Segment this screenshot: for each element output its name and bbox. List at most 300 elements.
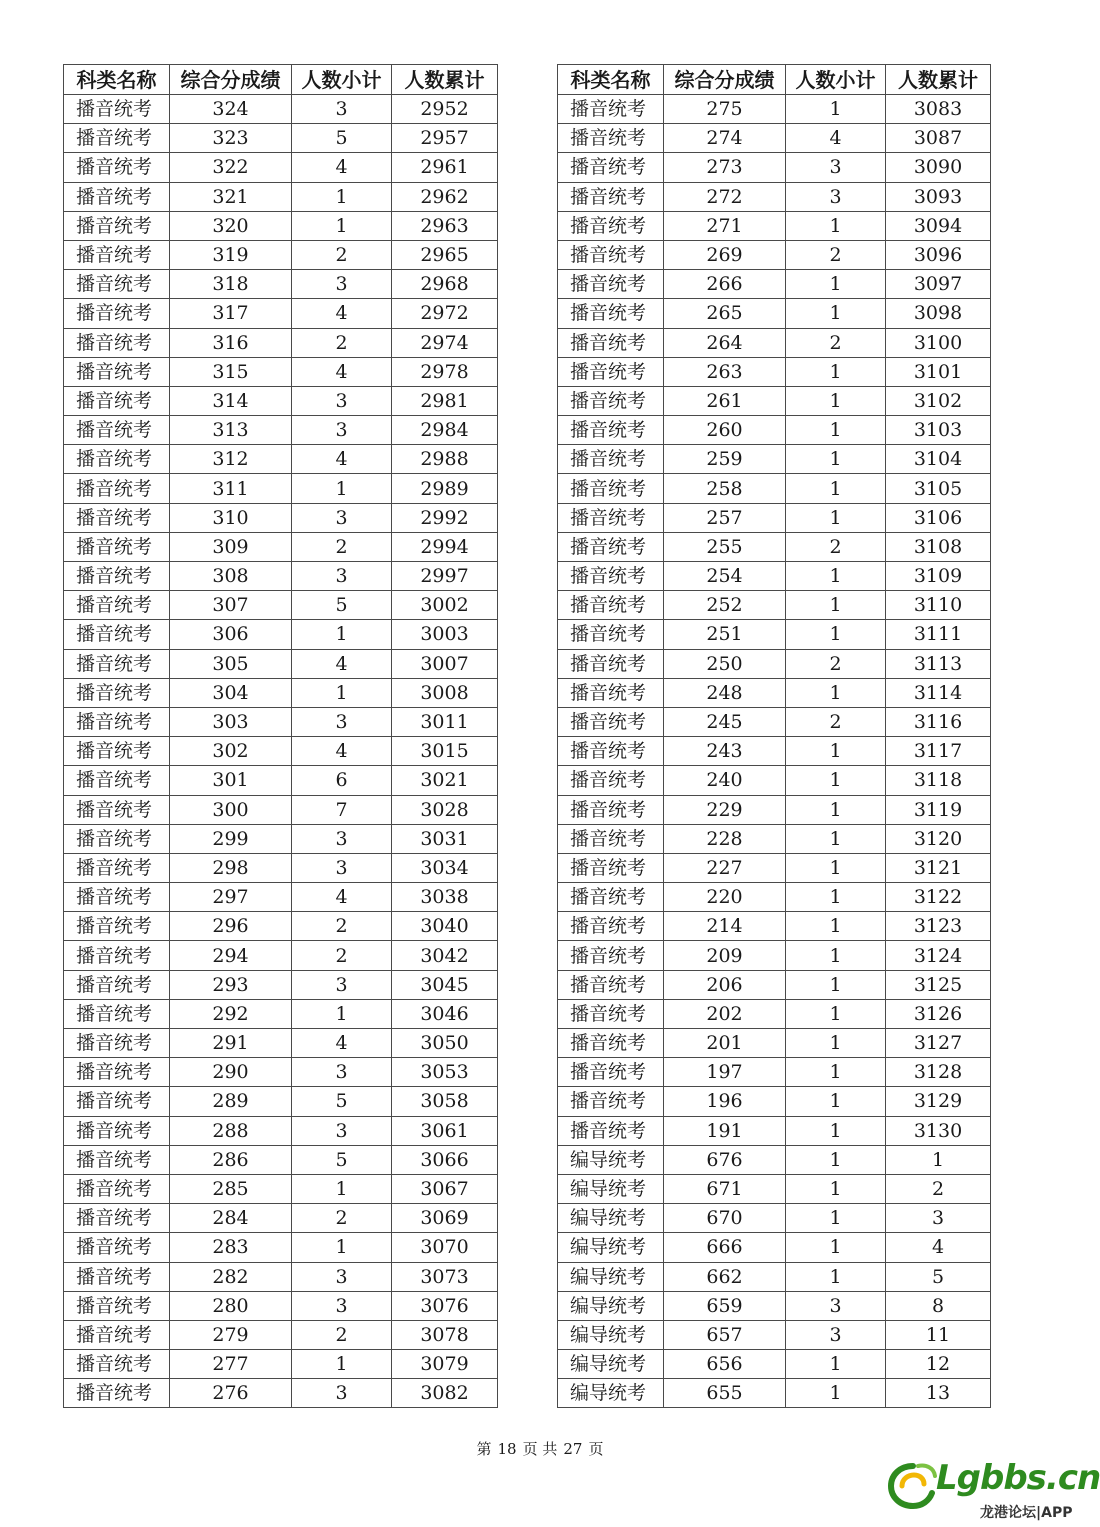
cell-score: 285 xyxy=(170,1174,292,1203)
cell-count: 1 xyxy=(786,1145,886,1174)
cell-cumulative: 3066 xyxy=(392,1145,498,1174)
cell-cumulative: 3129 xyxy=(886,1087,991,1116)
cell-score: 286 xyxy=(170,1145,292,1174)
lgbbs-logo xyxy=(888,1458,1100,1524)
table-row xyxy=(64,620,498,649)
table-row xyxy=(64,562,498,591)
cell-category: 播音统考 xyxy=(558,883,664,912)
table-row xyxy=(64,766,498,795)
table-row xyxy=(558,95,991,124)
header-count: 人数小计 xyxy=(292,65,392,95)
cell-category: 播音统考 xyxy=(558,912,664,941)
cell-category: 编导统考 xyxy=(558,1320,664,1349)
cell-score: 310 xyxy=(170,503,292,532)
cell-cumulative: 3042 xyxy=(392,941,498,970)
cell-category: 播音统考 xyxy=(64,328,170,357)
cell-category: 播音统考 xyxy=(64,357,170,386)
cell-score: 307 xyxy=(170,591,292,620)
cell-score: 319 xyxy=(170,240,292,269)
table-row xyxy=(64,1116,498,1145)
cell-count: 7 xyxy=(292,795,392,824)
table-row xyxy=(64,386,498,415)
cell-cumulative: 3021 xyxy=(392,766,498,795)
table-row xyxy=(558,328,991,357)
table-row xyxy=(64,1291,498,1320)
cell-score: 251 xyxy=(664,620,786,649)
cell-cumulative: 3124 xyxy=(886,941,991,970)
cell-score: 209 xyxy=(664,941,786,970)
cell-score: 261 xyxy=(664,386,786,415)
cell-cumulative: 2972 xyxy=(392,299,498,328)
cell-category: 播音统考 xyxy=(64,1029,170,1058)
cell-score: 274 xyxy=(664,124,786,153)
cell-score: 670 xyxy=(664,1204,786,1233)
cell-category: 播音统考 xyxy=(558,211,664,240)
cell-score: 313 xyxy=(170,416,292,445)
cell-count: 1 xyxy=(786,883,886,912)
cell-cumulative: 3121 xyxy=(886,853,991,882)
cell-score: 314 xyxy=(170,386,292,415)
cell-score: 250 xyxy=(664,649,786,678)
cell-category: 播音统考 xyxy=(558,853,664,882)
table-row xyxy=(558,1233,991,1262)
cell-cumulative: 3002 xyxy=(392,591,498,620)
table-row xyxy=(558,503,991,532)
table-row xyxy=(558,970,991,999)
cell-count: 3 xyxy=(292,1262,392,1291)
cell-count: 1 xyxy=(292,474,392,503)
cell-cumulative: 3125 xyxy=(886,970,991,999)
table-row xyxy=(64,1145,498,1174)
cell-count: 3 xyxy=(292,1116,392,1145)
cell-count: 3 xyxy=(292,853,392,882)
cell-category: 播音统考 xyxy=(64,1320,170,1349)
cell-count: 3 xyxy=(292,707,392,736)
cell-count: 4 xyxy=(292,153,392,182)
cell-category: 播音统考 xyxy=(558,591,664,620)
cell-score: 259 xyxy=(664,445,786,474)
table-row xyxy=(64,532,498,561)
cell-score: 666 xyxy=(664,1233,786,1262)
cell-cumulative: 3053 xyxy=(392,1058,498,1087)
table-row xyxy=(64,299,498,328)
cell-count: 1 xyxy=(292,678,392,707)
cell-score: 282 xyxy=(170,1262,292,1291)
cell-score: 292 xyxy=(170,999,292,1028)
table-row xyxy=(64,503,498,532)
cell-cumulative: 3104 xyxy=(886,445,991,474)
header-cumulative: 人数累计 xyxy=(392,65,498,95)
cell-cumulative: 2957 xyxy=(392,124,498,153)
cell-cumulative: 3011 xyxy=(392,707,498,736)
cell-cumulative: 2963 xyxy=(392,211,498,240)
table-row xyxy=(558,678,991,707)
table-row xyxy=(558,1320,991,1349)
cell-category: 编导统考 xyxy=(558,1262,664,1291)
cell-category: 播音统考 xyxy=(558,620,664,649)
cell-count: 1 xyxy=(786,1029,886,1058)
cell-count: 2 xyxy=(786,240,886,269)
cell-category: 播音统考 xyxy=(64,1145,170,1174)
cell-score: 258 xyxy=(664,474,786,503)
table-row xyxy=(558,270,991,299)
cell-count: 2 xyxy=(292,328,392,357)
cell-score: 271 xyxy=(664,211,786,240)
cell-count: 1 xyxy=(786,1174,886,1203)
cell-category: 播音统考 xyxy=(64,124,170,153)
cell-category: 播音统考 xyxy=(558,95,664,124)
cell-cumulative: 3079 xyxy=(392,1350,498,1379)
cell-count: 3 xyxy=(786,182,886,211)
cell-cumulative: 3128 xyxy=(886,1058,991,1087)
cell-category: 播音统考 xyxy=(64,416,170,445)
cell-category: 播音统考 xyxy=(64,270,170,299)
cell-score: 255 xyxy=(664,532,786,561)
cell-category: 播音统考 xyxy=(558,503,664,532)
cell-count: 3 xyxy=(292,824,392,853)
table-row xyxy=(558,1379,991,1408)
table-row xyxy=(558,649,991,678)
cell-category: 编导统考 xyxy=(558,1291,664,1320)
cell-score: 299 xyxy=(170,824,292,853)
cell-score: 206 xyxy=(664,970,786,999)
cell-cumulative: 12 xyxy=(886,1350,991,1379)
cell-cumulative: 3094 xyxy=(886,211,991,240)
cell-category: 播音统考 xyxy=(64,678,170,707)
table-row xyxy=(64,912,498,941)
cell-category: 编导统考 xyxy=(558,1204,664,1233)
cell-score: 283 xyxy=(170,1233,292,1262)
cell-count: 3 xyxy=(292,503,392,532)
cell-cumulative: 2965 xyxy=(392,240,498,269)
cell-cumulative: 3102 xyxy=(886,386,991,415)
table-row xyxy=(64,707,498,736)
cell-score: 229 xyxy=(664,795,786,824)
cell-cumulative: 3119 xyxy=(886,795,991,824)
table-body-right xyxy=(558,95,991,1408)
cell-category: 播音统考 xyxy=(64,795,170,824)
cell-score: 197 xyxy=(664,1058,786,1087)
table-row xyxy=(558,532,991,561)
cell-score: 202 xyxy=(664,999,786,1028)
cell-count: 2 xyxy=(292,240,392,269)
cell-cumulative: 4 xyxy=(886,1233,991,1262)
cell-cumulative: 13 xyxy=(886,1379,991,1408)
logo-wordmark: Lgbbs.cn xyxy=(936,1458,1100,1498)
cell-count: 5 xyxy=(292,591,392,620)
cell-category: 播音统考 xyxy=(64,240,170,269)
cell-score: 318 xyxy=(170,270,292,299)
cell-cumulative: 3100 xyxy=(886,328,991,357)
cell-score: 671 xyxy=(664,1174,786,1203)
cell-cumulative: 3111 xyxy=(886,620,991,649)
cell-count: 1 xyxy=(786,737,886,766)
cell-category: 播音统考 xyxy=(64,1116,170,1145)
table-row xyxy=(64,124,498,153)
footer-prefix: 第 xyxy=(476,1440,492,1458)
cell-score: 284 xyxy=(170,1204,292,1233)
cell-cumulative: 3105 xyxy=(886,474,991,503)
cell-cumulative: 3087 xyxy=(886,124,991,153)
cell-cumulative: 3061 xyxy=(392,1116,498,1145)
cell-count: 1 xyxy=(786,912,886,941)
cell-score: 300 xyxy=(170,795,292,824)
score-table-right xyxy=(557,64,991,1408)
cell-cumulative: 3028 xyxy=(392,795,498,824)
logo-swirl-icon xyxy=(888,1462,938,1510)
footer-page-number: 18 xyxy=(497,1440,517,1458)
cell-count: 2 xyxy=(292,941,392,970)
cell-cumulative: 3090 xyxy=(886,153,991,182)
cell-category: 播音统考 xyxy=(558,562,664,591)
cell-score: 252 xyxy=(664,591,786,620)
table-row xyxy=(64,445,498,474)
cell-count: 1 xyxy=(786,416,886,445)
cell-count: 4 xyxy=(786,124,886,153)
header-count: 人数小计 xyxy=(786,65,886,95)
header-category: 科类名称 xyxy=(558,65,664,95)
cell-category: 播音统考 xyxy=(558,999,664,1028)
cell-category: 编导统考 xyxy=(558,1379,664,1408)
cell-count: 5 xyxy=(292,1087,392,1116)
table-row xyxy=(558,357,991,386)
cell-cumulative: 3110 xyxy=(886,591,991,620)
cell-category: 播音统考 xyxy=(64,766,170,795)
cell-count: 3 xyxy=(292,1291,392,1320)
cell-category: 播音统考 xyxy=(558,270,664,299)
cell-cumulative: 3120 xyxy=(886,824,991,853)
cell-cumulative: 3109 xyxy=(886,562,991,591)
cell-count: 1 xyxy=(786,591,886,620)
cell-score: 228 xyxy=(664,824,786,853)
table-row xyxy=(558,1174,991,1203)
cell-count: 1 xyxy=(786,853,886,882)
cell-cumulative: 3126 xyxy=(886,999,991,1028)
header-cumulative: 人数累计 xyxy=(886,65,991,95)
cell-cumulative: 3067 xyxy=(392,1174,498,1203)
footer-suffix: 页 xyxy=(588,1440,604,1458)
cell-score: 659 xyxy=(664,1291,786,1320)
cell-category: 播音统考 xyxy=(64,445,170,474)
cell-count: 4 xyxy=(292,299,392,328)
cell-count: 2 xyxy=(292,532,392,561)
cell-count: 1 xyxy=(786,1058,886,1087)
table-row xyxy=(558,853,991,882)
cell-category: 播音统考 xyxy=(64,562,170,591)
cell-category: 播音统考 xyxy=(558,1029,664,1058)
table-row xyxy=(558,1262,991,1291)
cell-score: 323 xyxy=(170,124,292,153)
cell-cumulative: 2978 xyxy=(392,357,498,386)
table-row xyxy=(64,1350,498,1379)
cell-score: 191 xyxy=(664,1116,786,1145)
cell-cumulative: 3130 xyxy=(886,1116,991,1145)
cell-category: 播音统考 xyxy=(558,357,664,386)
cell-category: 播音统考 xyxy=(558,795,664,824)
cell-cumulative: 3093 xyxy=(886,182,991,211)
cell-score: 288 xyxy=(170,1116,292,1145)
cell-score: 662 xyxy=(664,1262,786,1291)
cell-category: 播音统考 xyxy=(64,591,170,620)
cell-score: 320 xyxy=(170,211,292,240)
cell-cumulative: 3103 xyxy=(886,416,991,445)
cell-cumulative: 3045 xyxy=(392,970,498,999)
cell-count: 1 xyxy=(786,824,886,853)
table-row xyxy=(64,1262,498,1291)
cell-cumulative: 3078 xyxy=(392,1320,498,1349)
cell-score: 265 xyxy=(664,299,786,328)
cell-category: 播音统考 xyxy=(64,386,170,415)
cell-score: 254 xyxy=(664,562,786,591)
footer-middle: 页 共 xyxy=(522,1440,558,1458)
cell-cumulative: 3118 xyxy=(886,766,991,795)
table-header-row xyxy=(64,65,498,95)
cell-cumulative: 2952 xyxy=(392,95,498,124)
cell-score: 220 xyxy=(664,883,786,912)
cell-cumulative: 3040 xyxy=(392,912,498,941)
header-score: 综合分成绩 xyxy=(170,65,292,95)
cell-category: 编导统考 xyxy=(558,1233,664,1262)
cell-count: 3 xyxy=(292,970,392,999)
cell-count: 4 xyxy=(292,649,392,678)
cell-count: 4 xyxy=(292,1029,392,1058)
cell-cumulative: 11 xyxy=(886,1320,991,1349)
cell-count: 2 xyxy=(786,707,886,736)
cell-cumulative: 3123 xyxy=(886,912,991,941)
cell-category: 播音统考 xyxy=(558,182,664,211)
table-row xyxy=(558,824,991,853)
table-row xyxy=(558,737,991,766)
table-row xyxy=(558,1145,991,1174)
table-row xyxy=(558,795,991,824)
cell-category: 播音统考 xyxy=(64,912,170,941)
cell-cumulative: 2989 xyxy=(392,474,498,503)
header-category: 科类名称 xyxy=(64,65,170,95)
cell-count: 3 xyxy=(292,562,392,591)
cell-category: 播音统考 xyxy=(558,445,664,474)
cell-cumulative: 3083 xyxy=(886,95,991,124)
cell-category: 播音统考 xyxy=(558,941,664,970)
cell-score: 303 xyxy=(170,707,292,736)
table-row xyxy=(64,270,498,299)
table-row xyxy=(64,737,498,766)
cell-score: 306 xyxy=(170,620,292,649)
cell-count: 3 xyxy=(292,1379,392,1408)
cell-category: 播音统考 xyxy=(64,883,170,912)
cell-count: 1 xyxy=(292,1233,392,1262)
cell-count: 1 xyxy=(292,620,392,649)
table-row xyxy=(64,153,498,182)
table-row xyxy=(558,1204,991,1233)
cell-cumulative: 2961 xyxy=(392,153,498,182)
cell-category: 播音统考 xyxy=(558,1087,664,1116)
cell-category: 播音统考 xyxy=(64,211,170,240)
cell-score: 227 xyxy=(664,853,786,882)
cell-category: 播音统考 xyxy=(558,678,664,707)
cell-category: 播音统考 xyxy=(558,707,664,736)
table-row xyxy=(64,1379,498,1408)
cell-count: 1 xyxy=(292,211,392,240)
cell-cumulative: 3127 xyxy=(886,1029,991,1058)
cell-category: 播音统考 xyxy=(64,1058,170,1087)
cell-cumulative: 3070 xyxy=(392,1233,498,1262)
table-row xyxy=(558,766,991,795)
cell-count: 1 xyxy=(786,270,886,299)
cell-count: 2 xyxy=(786,649,886,678)
table-row xyxy=(64,1233,498,1262)
cell-score: 289 xyxy=(170,1087,292,1116)
cell-cumulative: 2968 xyxy=(392,270,498,299)
cell-score: 316 xyxy=(170,328,292,357)
cell-category: 播音统考 xyxy=(558,649,664,678)
cell-category: 播音统考 xyxy=(64,853,170,882)
cell-category: 播音统考 xyxy=(64,1262,170,1291)
cell-count: 1 xyxy=(786,503,886,532)
table-row xyxy=(558,707,991,736)
cell-cumulative: 3 xyxy=(886,1204,991,1233)
table-row xyxy=(64,795,498,824)
cell-category: 播音统考 xyxy=(558,153,664,182)
cell-cumulative: 3098 xyxy=(886,299,991,328)
cell-cumulative: 3113 xyxy=(886,649,991,678)
cell-cumulative: 2997 xyxy=(392,562,498,591)
table-row xyxy=(558,1116,991,1145)
table-row xyxy=(558,883,991,912)
cell-score: 309 xyxy=(170,532,292,561)
table-row xyxy=(558,562,991,591)
cell-category: 播音统考 xyxy=(558,1116,664,1145)
cell-score: 322 xyxy=(170,153,292,182)
table-row xyxy=(64,1320,498,1349)
cell-category: 播音统考 xyxy=(64,824,170,853)
cell-category: 播音统考 xyxy=(64,95,170,124)
table-row xyxy=(64,474,498,503)
cell-category: 播音统考 xyxy=(64,1233,170,1262)
cell-category: 播音统考 xyxy=(64,182,170,211)
cell-cumulative: 1 xyxy=(886,1145,991,1174)
cell-score: 196 xyxy=(664,1087,786,1116)
cell-category: 播音统考 xyxy=(64,620,170,649)
table-row xyxy=(64,416,498,445)
cell-count: 1 xyxy=(786,445,886,474)
cell-category: 播音统考 xyxy=(64,970,170,999)
cell-category: 播音统考 xyxy=(64,1379,170,1408)
cell-score: 243 xyxy=(664,737,786,766)
table-row xyxy=(558,1291,991,1320)
cell-count: 1 xyxy=(786,1233,886,1262)
table-row xyxy=(64,999,498,1028)
cell-cumulative: 2994 xyxy=(392,532,498,561)
cell-category: 播音统考 xyxy=(64,474,170,503)
cell-score: 273 xyxy=(664,153,786,182)
table-row xyxy=(64,591,498,620)
cell-count: 1 xyxy=(786,1379,886,1408)
cell-category: 播音统考 xyxy=(558,124,664,153)
table-row xyxy=(558,1087,991,1116)
table-row xyxy=(558,999,991,1028)
cell-count: 1 xyxy=(292,999,392,1028)
cell-score: 201 xyxy=(664,1029,786,1058)
cell-category: 播音统考 xyxy=(64,1350,170,1379)
cell-count: 1 xyxy=(786,941,886,970)
cell-category: 播音统考 xyxy=(558,766,664,795)
cell-score: 275 xyxy=(664,95,786,124)
cell-cumulative: 3007 xyxy=(392,649,498,678)
cell-cumulative: 3031 xyxy=(392,824,498,853)
cell-cumulative: 3058 xyxy=(392,1087,498,1116)
cell-cumulative: 3116 xyxy=(886,707,991,736)
table-row xyxy=(558,299,991,328)
